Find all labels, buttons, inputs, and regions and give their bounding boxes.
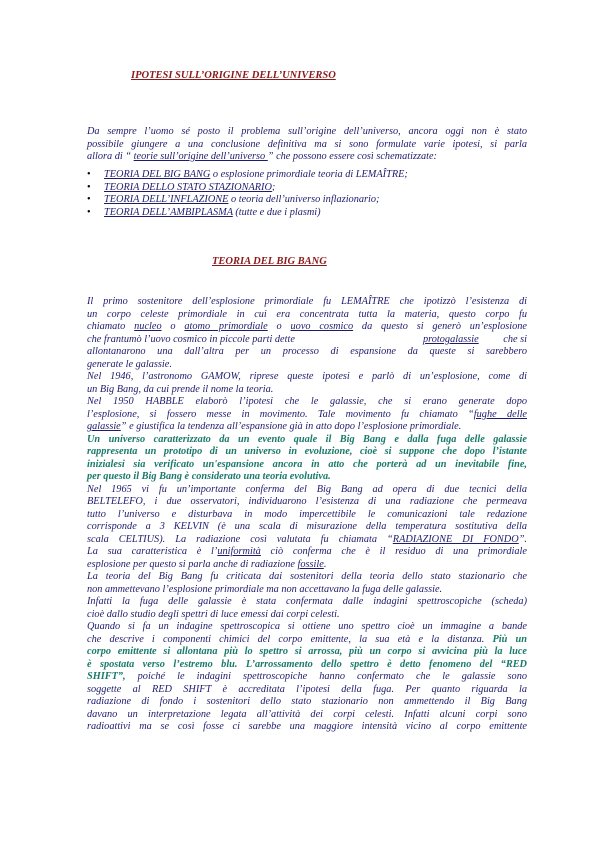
link-big-bang[interactable]: TEORIA DEL BIG BANG: [104, 169, 211, 180]
text-line: [87, 634, 527, 647]
text-line: tutto l’universo e disturbava in modo impercettibile le comunicazioni tale redazione: [87, 508, 527, 520]
text-span: l’esplosione, si fossero messe in movimento. Tale movimento fu chiamato “: [87, 408, 474, 420]
text-line: [87, 151, 527, 164]
text-line: corrisponde a 3 KELVIN (è una scala di misurazione della temperatura sostitutiva della: [87, 521, 527, 532]
text-span: poiché le indagini spettroscopiche hanno confermato che le galassie sono: [125, 671, 527, 682]
text-span: ciò conferma che è il residuo di una primordiale: [260, 546, 527, 557]
highlight-line: è spostata verso l’estremo blu. L’arrossamento dello spettro è detto fenomeno del “RED: [87, 658, 527, 670]
text-line: La teoria del Big Bang fu criticata dai sostenitori della teoria dello stato stazionario che: [87, 571, 527, 582]
text-span: che si: [503, 333, 527, 345]
text-span: allora di “: [87, 151, 134, 162]
list-item-text: (tutte e due i plasmi): [232, 206, 321, 218]
highlight-span: Più un: [492, 633, 528, 645]
highlight-span: SHIFT”,: [87, 671, 126, 682]
text-line: [87, 321, 527, 334]
text-span: chiamato: [87, 321, 135, 332]
link-fughe-delle[interactable]: fughe delle: [473, 408, 527, 420]
text-line: radioattivi ma se così fosse ci sarebbe una maggiore intensità vicino al corpo emittente: [87, 721, 527, 732]
text-line: allontanarono una dall’altra per un processo di espansione da queste si sarebbero: [87, 346, 527, 357]
text-line: Il primo sostenitore dell’esplosione primordiale fu LEMAÎTRE che ipotizzò l’esistenza di: [87, 296, 527, 307]
text-line: [87, 546, 527, 559]
text-line: radiazione di fondo i sostenitori dello stato stazionario non ammettendo il Big Bang: [87, 696, 527, 707]
highlight-line: inizialesi sia verificato un'espansione ancora in atto che porterà ad un inevitabile fine,: [87, 458, 527, 470]
intro-paragraph: [87, 126, 527, 164]
page-title: IPOTESI SULL’ORIGINE DELL’UNIVERSO: [131, 70, 336, 81]
highlight-line: corpo emittente si allontana più lo spettro si arrossa, più un corpo si avvicina più la luce: [87, 646, 527, 657]
text-span: che frantumò l’uovo cosmico in piccole parti dette: [87, 333, 295, 345]
highlight-line: per questo il Big Bang è considerato una teoria evolutiva.: [87, 471, 331, 482]
text-line: [87, 421, 527, 434]
text-span: o: [161, 321, 185, 332]
link-teorie[interactable]: teorie sull’origine dell’universo: [133, 151, 268, 162]
text-line: BELTELEFO, i due osservatori, individuarono l’esistenza di una radiazione che permeava: [87, 496, 527, 507]
text-line: Infatti la fuga delle galassie è stata confermata dalle indagini spettroscopiche (scheda): [87, 596, 527, 607]
text-line: soggette al RED SHIFT è accreditata l’ipotesi della fuga. Per quanto riguarda la: [87, 683, 527, 695]
text-span: .: [323, 558, 327, 570]
list-item-text: o esplosione primordiale teoria di LEMAÎTRE;: [210, 169, 408, 180]
text-span: scala CELTIUS). La radiazione così valutata fu chiamata “: [87, 533, 393, 545]
bullet-icon: •: [87, 194, 91, 205]
text-line: davano un interpretazione legata all’attività dei corpi celesti. Infatti alcuni corpi sono: [87, 708, 527, 720]
link-stato-stazionario[interactable]: TEORIA DELLO STATO STAZIONARIO: [104, 181, 272, 193]
link-uniformita[interactable]: uniformità: [217, 546, 261, 557]
highlight-line: rappresenta un prototipo di un universo in evoluzione, cioè si suppone che dopo l’istante: [87, 446, 527, 457]
list-item: [87, 207, 527, 220]
text-line: un Big Bang, da cui prende il nome la teoria.: [87, 383, 274, 395]
text-span: o: [267, 321, 291, 332]
text-line: [87, 671, 527, 684]
bullet-icon: •: [87, 206, 91, 218]
text-line: [87, 409, 527, 422]
text-line: un corpo celeste primordiale in cui era concentrata tutta la materia, questo corpo fu: [87, 308, 527, 320]
text-span: da questo si generò un’esplosione: [353, 321, 528, 332]
link-radiazione-di-fondo[interactable]: RADIAZIONE DI FONDO: [392, 533, 519, 545]
body-text: [87, 296, 527, 734]
text-span: esplosione per questo si parla anche di radiazione: [87, 558, 298, 570]
link-nucleo[interactable]: nucleo: [134, 321, 162, 332]
theories-list: [87, 169, 527, 219]
highlight-line: Un universo caratterizzato da un evento quale il Big Bang e dalla fuga delle galassie: [87, 433, 527, 445]
text-line: Quando si fa un indagine spettroscopica si ottiene uno spettro cioè un immagine a bande: [87, 621, 527, 632]
text-line: possibile giungere a una conclusione definitiva ma si sono formulate varie ipotesi, si parla: [87, 138, 527, 150]
bullet-icon: •: [87, 181, 91, 193]
link-fossile[interactable]: fossile: [297, 558, 324, 570]
text-span: ” e giustifica la tendenza all’espansione già in atto dopo l’esplosione primordiale.: [120, 421, 462, 432]
text-line: [87, 559, 527, 572]
text-span: La sua caratteristica è l’: [87, 546, 218, 557]
list-item: [87, 182, 527, 195]
bullet-icon: •: [87, 169, 91, 180]
text-span: che descrive i componenti chimici del corpo emittente, la sua età e la distanza.: [87, 633, 493, 645]
text-span: ”.: [518, 533, 527, 545]
list-item: [87, 194, 527, 207]
text-line: cioè dallo studio degli spettri di luce emessi dai corpi celesti.: [87, 608, 340, 620]
list-item: [87, 169, 527, 182]
text-line: Nel 1965 vi fu un’importante conferma del Big Bang ad opera di due tecnici della: [87, 483, 527, 495]
text-line: [87, 334, 527, 347]
text-line: Da sempre l’uomo sé posto il problema sull’origine dell’universo, ancora oggi non è stato: [87, 126, 527, 137]
link-inflazione[interactable]: TEORIA DELL’INFLAZIONE: [104, 194, 229, 205]
text-line: Nel 1950 HABBLE elaborò l’ipotesi che le galassie, che si erano generate dopo: [87, 396, 527, 407]
text-line: Nel 1946, l’astronomo GAMOW, riprese queste ipotesi e parlò di un’esplosione, come di: [87, 371, 527, 382]
text-line: generate le galassie.: [87, 358, 172, 370]
text-line: non ammettevano l’esplosione primordiale ma non accettavano la fuga delle galassie.: [87, 583, 443, 595]
text-span: ” che possono essere così schematizzate:: [267, 151, 437, 162]
link-galassie[interactable]: galassie: [87, 421, 121, 432]
link-uovo-cosmico[interactable]: uovo cosmico: [290, 321, 354, 332]
list-item-text: o teoria dell’universo inflazionario;: [228, 194, 380, 205]
text-line: [87, 534, 527, 547]
link-protogalassie[interactable]: protogalassie: [423, 333, 479, 345]
link-ambiplasma[interactable]: TEORIA DELL’AMBIPLASMA: [104, 206, 233, 218]
list-item-text: ;: [271, 181, 276, 193]
section-title: TEORIA DEL BIG BANG: [212, 256, 327, 267]
link-atomo-primordiale[interactable]: atomo primordiale: [184, 321, 268, 332]
